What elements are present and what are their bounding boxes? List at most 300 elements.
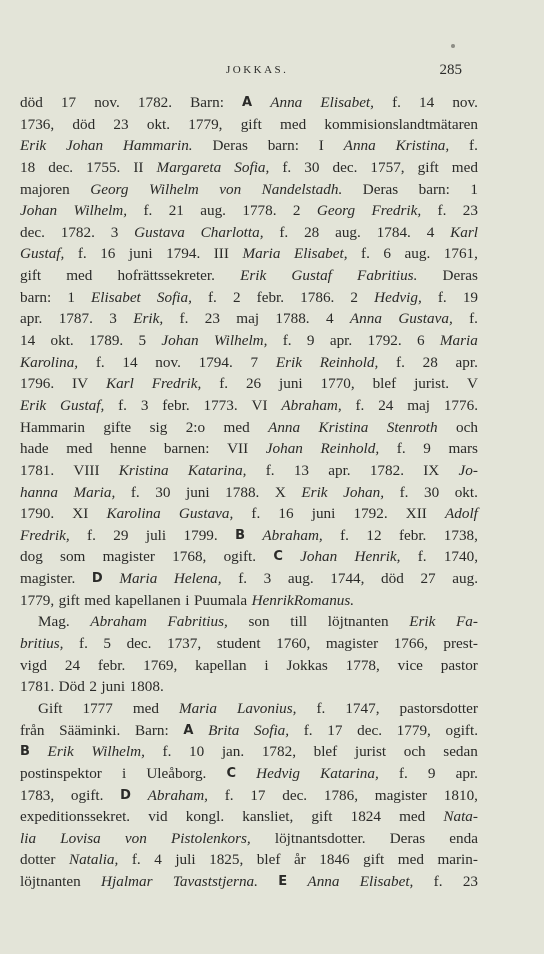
word: X	[274, 483, 286, 501]
word: Sääminki.	[59, 721, 121, 739]
word: dotter	[20, 851, 56, 869]
word: apr.	[20, 310, 43, 328]
word: Anna	[270, 94, 303, 111]
word: 1782.	[60, 223, 95, 241]
word: 1786.	[300, 288, 335, 306]
word: 1738,	[443, 526, 478, 544]
text-line	[20, 785, 478, 807]
word: med	[223, 418, 250, 436]
word: Erik	[240, 267, 267, 285]
word: Gift	[38, 699, 63, 717]
word: Katarina,	[320, 764, 379, 782]
word: 1	[470, 180, 478, 198]
word: febr.	[256, 288, 285, 306]
word: f.	[79, 635, 88, 653]
word: britius,	[20, 635, 64, 653]
child-letter-initial: B	[235, 527, 245, 543]
child-letter-initial: E	[278, 874, 288, 890]
word: 1778.	[242, 202, 277, 220]
word: 23	[462, 202, 478, 220]
text-line	[20, 460, 478, 482]
text-line	[20, 265, 478, 287]
word: 1744,	[330, 570, 365, 588]
word: 30	[155, 483, 171, 501]
word: Barn:	[134, 721, 169, 739]
word: f.	[251, 505, 261, 523]
page-header	[0, 58, 544, 80]
word: son	[248, 613, 270, 631]
word: hanna	[20, 483, 58, 501]
word: Erik	[409, 613, 436, 631]
word: Natalia,	[68, 851, 119, 869]
word: f.	[433, 873, 443, 891]
word: Hammarin.	[122, 137, 193, 155]
word: 17	[60, 94, 77, 111]
word: 1825,	[209, 851, 244, 869]
word: 1790.	[20, 505, 55, 523]
text-line	[20, 200, 478, 222]
word: f.	[238, 570, 248, 588]
text-line	[20, 590, 478, 612]
word: juli	[145, 526, 167, 544]
word: 1737,	[166, 635, 202, 653]
word: 1760,	[276, 635, 311, 653]
word: henne	[110, 440, 147, 458]
word: 18	[20, 158, 36, 176]
word: Nata-	[443, 808, 478, 826]
word: 14	[419, 94, 435, 111]
text-line	[20, 849, 478, 871]
word: Anna	[268, 418, 301, 436]
text-line	[20, 330, 478, 352]
word: Romanus.	[293, 591, 355, 609]
word: år	[293, 851, 306, 869]
word: 2	[350, 288, 359, 306]
text-line	[20, 92, 478, 114]
word: Elisabet,	[320, 94, 374, 111]
word: Sofia,	[156, 288, 192, 306]
word: blef	[372, 375, 397, 393]
word: gift	[311, 808, 333, 826]
word: postinspektor	[20, 764, 102, 782]
word: 1773.	[203, 396, 238, 414]
word: jurist.	[414, 375, 450, 393]
word: 2	[232, 288, 241, 306]
word: magister	[102, 548, 155, 566]
word: Kristina,	[395, 137, 450, 155]
word: mars	[448, 440, 478, 458]
word: f.	[282, 332, 292, 350]
word: student	[216, 635, 261, 653]
word: 1794.	[166, 245, 201, 263]
text-line	[20, 308, 478, 330]
word: Död	[58, 678, 85, 696]
word: kansliet,	[242, 808, 294, 826]
word: apr.	[455, 353, 478, 371]
word: med	[399, 808, 426, 826]
word: 1786,	[323, 786, 359, 804]
page-speck	[451, 44, 455, 48]
word: Gustaf	[291, 267, 332, 285]
word: nov.	[155, 353, 181, 371]
word: 16	[278, 505, 294, 523]
text-line	[20, 179, 478, 201]
text-line	[20, 525, 478, 547]
word: aug.	[200, 202, 226, 220]
word: II	[133, 158, 144, 176]
word: Anna	[349, 310, 382, 328]
word: Fabritius,	[167, 613, 228, 631]
word: 1808.	[129, 678, 164, 696]
word: Karl	[105, 375, 134, 393]
word: till	[290, 613, 308, 631]
word: död	[72, 115, 96, 133]
word: Gustaf,	[20, 245, 65, 263]
word: löjtnanten	[327, 613, 389, 631]
text-line	[20, 871, 478, 893]
word: gift	[20, 267, 42, 285]
child-letter-initial: D	[91, 571, 103, 587]
word: 16	[100, 245, 116, 263]
text-line	[20, 546, 478, 568]
word: juni	[279, 375, 303, 393]
word: IX	[423, 461, 440, 479]
word: f.	[118, 396, 127, 414]
word: expeditionssekret.	[20, 808, 131, 826]
word: Johan	[66, 137, 104, 155]
word: Maria,	[73, 483, 116, 501]
word: Jo-	[458, 461, 478, 479]
word: Maria	[179, 699, 217, 717]
word: Hedvig,	[374, 288, 422, 306]
word: ogift.	[445, 721, 478, 739]
word: Lovisa	[60, 829, 101, 847]
word: f.	[396, 353, 405, 371]
word: 1782.	[369, 461, 404, 479]
word: 1784.	[376, 223, 411, 241]
word: febr.	[162, 396, 190, 414]
word: 1788.	[275, 310, 310, 328]
word: f.	[303, 721, 313, 739]
word: Fredrik,	[151, 375, 202, 393]
word: maj	[236, 310, 260, 328]
word: 2	[89, 678, 97, 696]
word: Elisabet	[91, 288, 141, 306]
word: apr.	[329, 332, 353, 350]
word: f.	[398, 764, 408, 782]
word: 3	[263, 570, 272, 588]
word: f.	[77, 245, 87, 263]
word: 1769,	[143, 656, 178, 674]
word: 3	[140, 396, 149, 414]
word: 1740,	[443, 548, 478, 566]
word: 1778,	[345, 656, 380, 674]
word: kapellan	[195, 656, 247, 674]
word: i	[121, 764, 127, 782]
word: 1810,	[443, 786, 478, 804]
word: Wilhelm,	[91, 743, 145, 761]
word: aug.	[335, 223, 361, 241]
word: 1782,	[261, 743, 296, 761]
word: Gustava,	[178, 505, 234, 523]
word: som	[60, 548, 86, 566]
word: 10	[189, 743, 205, 761]
word: XI	[72, 505, 89, 523]
word: Adolf	[445, 505, 478, 523]
word: 1792.	[367, 332, 402, 350]
word: barn:	[418, 180, 450, 198]
child-letter-initial: C	[273, 549, 283, 565]
word: Erik	[47, 743, 74, 761]
child-letter-initial: A	[242, 95, 253, 110]
word: Deras	[442, 267, 478, 285]
word: f.	[437, 202, 447, 220]
word: Lavonius,	[236, 699, 297, 717]
word: Anna	[343, 137, 376, 155]
word: f.	[355, 396, 365, 414]
text-line	[20, 741, 478, 763]
text-line	[20, 763, 478, 785]
word: 1782.	[137, 94, 173, 111]
word: ogift.	[223, 548, 257, 566]
word: f.	[399, 483, 409, 501]
word: 1799.	[183, 526, 218, 544]
word: Katarina,	[187, 461, 247, 479]
word: 1794.	[198, 353, 233, 371]
word: Gustava	[134, 223, 185, 241]
word: Margareta	[156, 158, 222, 176]
word: med	[84, 591, 111, 609]
word: vice	[397, 656, 423, 674]
word: f.	[208, 288, 217, 306]
word: med	[66, 440, 93, 458]
word: 1	[67, 288, 75, 306]
word: 1776.	[443, 396, 478, 414]
word: dec.	[48, 158, 74, 176]
word: Wilhelm,	[213, 332, 268, 350]
word: Erik	[20, 396, 47, 414]
word: VIII	[73, 461, 100, 479]
word: 1747,	[345, 699, 380, 717]
word: 1766,	[393, 635, 428, 653]
word: f.	[143, 202, 153, 220]
word: 24	[378, 396, 394, 414]
word: Fredrik,	[20, 526, 70, 544]
word: 1779,	[396, 721, 431, 739]
word: 1796.	[20, 375, 55, 393]
word: f.	[219, 375, 229, 393]
word: Hedvig	[256, 764, 301, 782]
text-line	[20, 633, 478, 655]
text-line	[20, 720, 478, 742]
word: f.	[224, 786, 234, 804]
word: enda	[449, 829, 478, 847]
text-line	[20, 417, 478, 439]
word: 6	[383, 245, 391, 263]
word: Reinhold,	[320, 440, 380, 458]
word: Mag.	[38, 613, 70, 631]
word: gift	[58, 591, 80, 609]
word: och	[403, 743, 426, 761]
word: Erik,	[133, 310, 164, 328]
word: Fa-	[456, 613, 478, 631]
word: dec.	[332, 158, 358, 176]
word: ogift.	[70, 786, 104, 804]
word: med	[451, 158, 478, 176]
word: f.	[87, 526, 96, 544]
word: 2	[292, 202, 301, 220]
word: i	[185, 591, 190, 609]
word: dec.	[357, 721, 382, 739]
word: Tavaststjerna.	[172, 873, 258, 891]
word: 1757,	[370, 158, 405, 176]
word: Pistolenkors,	[170, 829, 251, 847]
word: 17	[327, 721, 343, 739]
word: Karl	[450, 223, 478, 241]
word: Sofia,	[254, 721, 290, 739]
word: 23	[113, 115, 129, 133]
text-line	[20, 114, 478, 136]
text-line	[20, 222, 478, 244]
word: 1761,	[443, 245, 478, 263]
word: juni	[128, 245, 153, 263]
word: 14	[122, 353, 138, 371]
word: 17	[250, 786, 266, 804]
word: 28	[422, 353, 438, 371]
word: aug.	[404, 245, 431, 263]
word: marin-	[437, 851, 478, 869]
word: gifte	[103, 418, 132, 436]
text-line	[20, 287, 478, 309]
word: Karolina	[106, 505, 161, 523]
word: Wilhelm	[148, 180, 199, 198]
word: 5	[138, 332, 147, 350]
word: 1788.	[225, 483, 260, 501]
word: juni	[185, 483, 210, 501]
word: 12	[366, 526, 382, 544]
text-line	[20, 611, 478, 633]
word: 1781.	[20, 461, 55, 479]
word: 1777	[82, 699, 113, 717]
word: Elisabet,	[293, 245, 348, 263]
word: majoren	[20, 180, 70, 198]
word: barnen:	[163, 440, 210, 458]
word: f.	[392, 94, 401, 111]
word: 29	[113, 526, 129, 544]
word: sig	[149, 418, 168, 436]
word: Johan,	[343, 483, 385, 501]
word: gift	[240, 115, 262, 133]
word: f.	[417, 548, 427, 566]
word: f.	[340, 526, 349, 544]
word: Georg	[90, 180, 129, 198]
word: Erik	[301, 483, 328, 501]
word: 21	[168, 202, 184, 220]
word: 1770,	[320, 375, 355, 393]
word: i	[264, 656, 269, 674]
word: dec.	[282, 786, 308, 804]
word: Karolina,	[20, 353, 79, 371]
word: 23	[462, 873, 478, 891]
word: död	[381, 570, 404, 588]
text-line	[20, 676, 478, 698]
word: f.	[469, 137, 478, 155]
text-line	[20, 135, 478, 157]
word: Fabritius.	[357, 267, 418, 285]
word: från	[20, 721, 45, 739]
text-line	[20, 568, 478, 590]
word: Erik	[20, 137, 47, 155]
word: f.	[469, 310, 478, 328]
word: 13	[293, 461, 309, 479]
word: f.	[361, 245, 370, 263]
word: jan.	[221, 743, 245, 761]
text-line	[20, 243, 478, 265]
word: blef	[256, 851, 281, 869]
word: Puumala	[193, 591, 248, 609]
word: Johan	[300, 548, 338, 566]
text-line	[20, 698, 478, 720]
word: okt.	[50, 332, 74, 350]
word: gift	[417, 158, 439, 176]
text-line	[20, 157, 478, 179]
word: Gustava,	[398, 310, 453, 328]
word: VI	[251, 396, 268, 414]
word: f.	[95, 353, 105, 371]
word: V	[466, 375, 478, 393]
word: med	[397, 851, 424, 869]
word: 1768,	[172, 548, 207, 566]
word: aug.	[287, 570, 314, 588]
word: Anna	[307, 873, 340, 891]
word: febr.	[398, 526, 427, 544]
word: 9	[306, 332, 315, 350]
text-line	[20, 438, 478, 460]
word: Kristina	[118, 461, 169, 479]
word: 27	[420, 570, 436, 588]
word: VII	[227, 440, 249, 458]
word: Uleåborg.	[146, 764, 207, 782]
text-line	[20, 655, 478, 677]
word: juni	[101, 678, 126, 696]
word: magister.	[20, 570, 76, 588]
word: 19	[462, 288, 478, 306]
word: 9	[427, 764, 436, 782]
word: med	[66, 267, 93, 285]
word: hade	[20, 440, 49, 458]
word: lia	[20, 829, 37, 847]
word: kongl.	[185, 808, 225, 826]
word: Abraham,	[147, 786, 208, 804]
word: 1792.	[353, 505, 388, 523]
body-text	[20, 92, 478, 893]
word: Johan	[265, 440, 303, 458]
word: 7	[250, 353, 259, 371]
text-line	[20, 352, 478, 374]
word: Henrik,	[354, 548, 401, 566]
word: prest-	[443, 635, 478, 653]
word: Georg	[316, 202, 356, 220]
word: Johan	[161, 332, 199, 350]
word: Fredrik,	[371, 202, 422, 220]
word: 1846	[319, 851, 350, 869]
word: hofrättssekreter.	[117, 267, 215, 285]
word: Abraham	[90, 613, 147, 631]
word: löjtnantsdotter.	[274, 829, 366, 847]
word: 1779,	[20, 591, 55, 609]
word: dec.	[20, 223, 45, 241]
word: 4	[325, 310, 334, 328]
